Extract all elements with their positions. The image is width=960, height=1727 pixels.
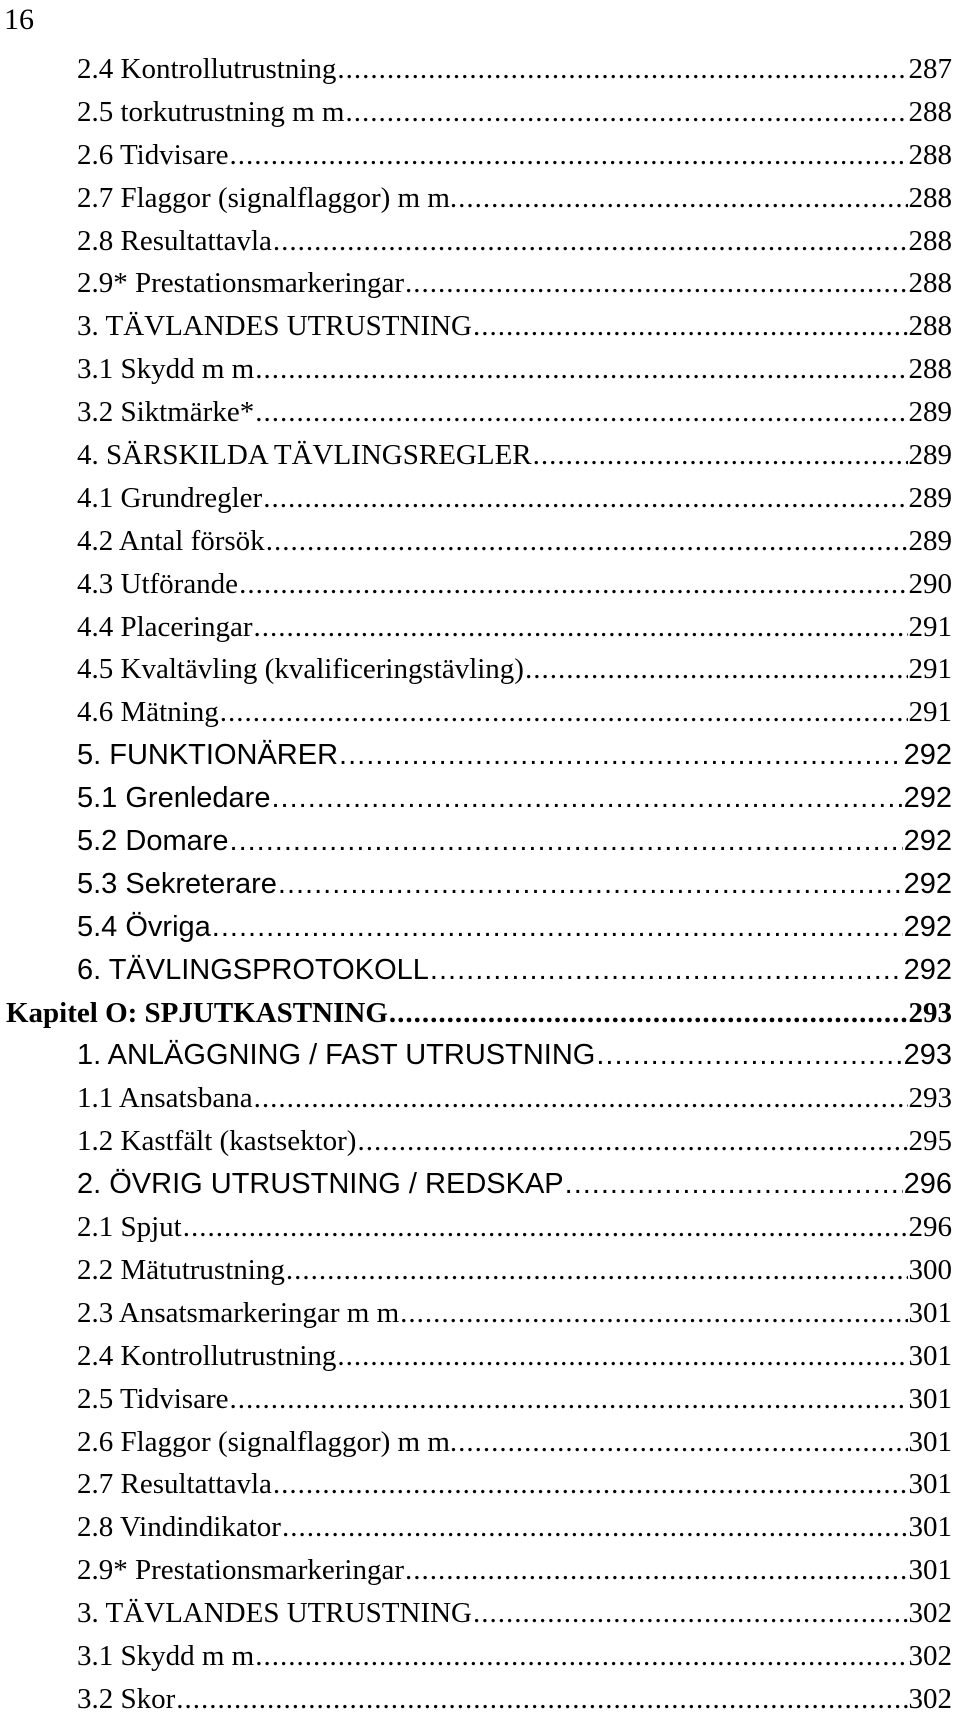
toc-dot-leader	[230, 820, 903, 863]
toc-entry-page-number: 296	[908, 1211, 952, 1244]
toc-entry-page-number: 291	[908, 696, 952, 729]
toc-entry[interactable]	[0, 1034, 952, 1077]
toc-entry[interactable]	[0, 262, 952, 305]
toc-entry[interactable]	[0, 691, 952, 734]
toc-entry[interactable]	[0, 648, 952, 691]
toc-entry[interactable]	[0, 348, 952, 391]
toc-entry-page-number: 301	[908, 1511, 952, 1544]
toc-entry-page-number: 302	[908, 1597, 952, 1630]
toc-entry-page-number: 301	[908, 1339, 952, 1372]
toc-entry[interactable]	[0, 1206, 952, 1249]
toc-entry-label: 2.8 Resultattavla	[77, 224, 272, 257]
toc-entry-page-number: 289	[908, 439, 952, 472]
toc-dot-leader	[255, 348, 907, 391]
toc-entry[interactable]	[0, 734, 952, 777]
toc-entry-label: 3.1 Skydd m m	[77, 353, 255, 386]
toc-entry[interactable]	[0, 1378, 952, 1421]
toc-entry-label: 2.5 Tidvisare	[77, 1382, 229, 1415]
toc-entry-label: 4.3 Utförande	[77, 567, 239, 600]
toc-dot-leader	[176, 1678, 907, 1721]
toc-entry-page-number: 301	[908, 1554, 952, 1587]
toc-entry[interactable]	[0, 48, 952, 91]
toc-entry[interactable]	[0, 1077, 952, 1120]
toc-dot-leader	[565, 1163, 903, 1206]
toc-entry-page-number: 288	[908, 138, 952, 171]
toc-entry-label: 1.1 Ansatsbana	[77, 1082, 253, 1115]
toc-entry-page-number: 289	[908, 524, 952, 557]
toc-entry[interactable]	[0, 1335, 952, 1378]
toc-dot-leader	[533, 434, 908, 477]
toc-entry[interactable]	[0, 1549, 952, 1592]
toc-dot-leader	[271, 777, 902, 820]
toc-entry[interactable]	[0, 777, 952, 820]
toc-dot-leader	[337, 48, 907, 91]
toc-entry-page-number: 301	[908, 1382, 952, 1415]
toc-entry-label: 2.9* Prestationsmarkeringar	[77, 1554, 404, 1587]
toc-entry-label: 1.2 Kastfält (kastsektor)	[77, 1125, 357, 1158]
toc-dot-leader	[278, 863, 903, 906]
toc-dot-leader	[273, 220, 908, 263]
toc-entry[interactable]	[0, 477, 952, 520]
toc-entry-page-number: 302	[908, 1639, 952, 1672]
toc-entry-label: 2.9* Prestationsmarkeringar	[77, 267, 404, 300]
toc-entry-label: 3. TÄVLANDES UTRUSTNING	[77, 310, 472, 343]
toc-dot-leader	[255, 391, 907, 434]
toc-dot-leader	[212, 906, 903, 949]
toc-entry-label: 2.7 Flaggor (signalflaggor) m m.	[77, 181, 458, 214]
toc-entry-page-number: 292	[903, 739, 952, 772]
toc-entry[interactable]	[0, 220, 952, 263]
toc-dot-leader	[273, 1463, 908, 1506]
toc-entry-label: 4. SÄRSKILDA TÄVLINGSREGLER	[77, 439, 532, 472]
toc-entry-page-number: 288	[908, 267, 952, 300]
toc-entry-page-number: 293	[908, 996, 952, 1029]
toc-entry-label: 2.4 Kontrollutrustning	[77, 53, 337, 85]
toc-dot-leader	[357, 1120, 907, 1163]
toc-entry[interactable]	[0, 1463, 952, 1506]
toc-entry-page-number: 292	[903, 867, 952, 900]
toc-entry-page-number: 301	[908, 1425, 952, 1458]
toc-entry-label: 6. TÄVLINGSPROTOKOLL	[77, 953, 429, 986]
toc-entry-label: 5.1 Grenledare	[77, 782, 271, 815]
toc-dot-leader	[286, 1249, 908, 1292]
toc-entry-label: 2.2 Mätutrustning	[77, 1253, 285, 1286]
toc-entry-label: 2. ÖVRIG UTRUSTNING / REDSKAP	[77, 1168, 564, 1201]
toc-entry[interactable]	[0, 863, 952, 906]
toc-entry[interactable]	[0, 1635, 952, 1678]
toc-entry-page-number: 293	[908, 1082, 952, 1115]
toc-chapter-heading[interactable]	[0, 992, 952, 1035]
toc-entry[interactable]	[0, 1292, 952, 1335]
toc-entry-label: 2.7 Resultattavla	[77, 1468, 272, 1501]
toc-dot-leader	[458, 177, 907, 220]
toc-entry-page-number: 296	[903, 1168, 952, 1201]
toc-dot-leader	[458, 1421, 907, 1464]
toc-dot-leader	[400, 1292, 907, 1335]
toc-dot-leader	[473, 1592, 908, 1635]
toc-entry[interactable]	[0, 134, 952, 177]
toc-entry-label: 2.6 Tidvisare	[77, 138, 229, 171]
toc-entry-label: 2.5 torkutrustning m m	[77, 95, 345, 128]
toc-entry[interactable]	[0, 949, 952, 992]
toc-entry[interactable]	[0, 1163, 952, 1206]
toc-entry-page-number: 288	[908, 95, 952, 128]
toc-entry-page-number: 292	[903, 953, 952, 986]
toc-entry-page-number: 289	[908, 396, 952, 429]
toc-entry[interactable]	[0, 91, 952, 134]
toc-dot-leader	[389, 992, 908, 1035]
toc-entry[interactable]	[0, 1120, 952, 1163]
toc-entry-page-number: 302	[908, 1682, 952, 1715]
toc-entry-page-number: 295	[908, 1125, 952, 1158]
toc-entry[interactable]	[0, 906, 952, 949]
toc-dot-leader	[596, 1034, 902, 1077]
toc-entry-label: 2.6 Flaggor (signalflaggor) m m.	[77, 1425, 458, 1458]
toc-entry-label: 4.4 Placeringar	[77, 610, 253, 643]
toc-dot-leader	[345, 91, 907, 134]
toc-entry-label: 4.5 Kvaltävling (kvalificeringstävling)	[77, 653, 524, 686]
toc-entry[interactable]	[0, 177, 952, 220]
toc-entry-label: 5.4 Övriga	[77, 910, 211, 943]
toc-entry-label: 5.3 Sekreterare	[77, 867, 277, 900]
toc-dot-leader	[430, 949, 903, 992]
page-number: 16	[4, 3, 34, 36]
toc-dot-leader	[220, 691, 908, 734]
toc-dot-leader	[229, 1378, 907, 1421]
toc-entry-label: 4.2 Antal försök	[77, 524, 265, 557]
toc-entry-page-number: 290	[908, 567, 952, 600]
toc-entry-page-number: 300	[908, 1253, 952, 1286]
toc-dot-leader	[525, 648, 908, 691]
toc-entry-label: 3.2 Skor	[77, 1682, 176, 1715]
toc-entry-page-number: 292	[903, 782, 952, 815]
toc-entry-label: 3. TÄVLANDES UTRUSTNING	[77, 1597, 472, 1630]
toc-dot-leader	[282, 1506, 908, 1549]
toc-entry-page-number: 289	[908, 481, 952, 514]
toc-dot-leader	[337, 1335, 907, 1378]
toc-entry-page-number: 292	[903, 910, 952, 943]
toc-dot-leader	[263, 477, 907, 520]
table-of-contents	[0, 48, 952, 1721]
toc-dot-leader	[266, 520, 908, 563]
toc-dot-leader	[339, 734, 903, 777]
toc-entry[interactable]	[0, 520, 952, 563]
toc-entry-label: 3.1 Skydd m m	[77, 1639, 255, 1672]
toc-dot-leader	[254, 606, 908, 649]
toc-entry-label: 1. ANLÄGGNING / FAST UTRUSTNING	[77, 1039, 596, 1072]
toc-entry[interactable]	[0, 1678, 952, 1721]
toc-entry[interactable]	[0, 305, 952, 348]
toc-entry-page-number: 291	[908, 653, 952, 686]
toc-entry-label: 3.2 Siktmärke*	[77, 396, 255, 429]
toc-entry[interactable]	[0, 563, 952, 606]
toc-entry[interactable]	[0, 820, 952, 863]
toc-dot-leader	[473, 305, 908, 348]
toc-entry-label: 5. FUNKTIONÄRER	[77, 739, 339, 772]
toc-entry-label: 5.2 Domare	[77, 825, 229, 858]
toc-dot-leader	[229, 134, 907, 177]
toc-entry-page-number: 291	[908, 610, 952, 643]
toc-entry[interactable]	[0, 1421, 952, 1464]
toc-entry-page-number: 293	[903, 1039, 952, 1072]
toc-entry[interactable]	[0, 1592, 952, 1635]
toc-entry[interactable]	[0, 606, 952, 649]
toc-entry-page-number: 287	[908, 53, 952, 85]
toc-entry-page-number: 288	[908, 353, 952, 386]
toc-dot-leader	[255, 1635, 907, 1678]
toc-entry-page-number: 292	[903, 825, 952, 858]
toc-entry-label: 4.1 Grundregler	[77, 481, 263, 514]
toc-entry[interactable]	[0, 1506, 952, 1549]
toc-dot-leader	[254, 1077, 908, 1120]
toc-entry-page-number: 301	[908, 1296, 952, 1329]
toc-entry-page-number: 288	[908, 224, 952, 257]
toc-entry[interactable]	[0, 434, 952, 477]
toc-entry-page-number: 288	[908, 181, 952, 214]
toc-dot-leader	[183, 1206, 908, 1249]
toc-dot-leader	[405, 262, 908, 305]
toc-entry-label: 2.8 Vindindikator	[77, 1511, 281, 1544]
toc-entry-label: 2.4 Kontrollutrustning	[77, 1339, 337, 1372]
toc-entry-page-number: 288	[908, 310, 952, 343]
toc-entry-label: 4.6 Mätning	[77, 696, 219, 729]
toc-dot-leader	[239, 563, 907, 606]
toc-entry-label: 2.3 Ansatsmarkeringar m m	[77, 1296, 400, 1329]
toc-entry-label: Kapitel O: SPJUTKASTNING	[6, 996, 388, 1029]
toc-dot-leader	[405, 1549, 908, 1592]
toc-entry-page-number: 301	[908, 1468, 952, 1501]
toc-entry[interactable]	[0, 1249, 952, 1292]
toc-entry-label: 2.1 Spjut	[77, 1211, 182, 1244]
toc-entry[interactable]	[0, 391, 952, 434]
